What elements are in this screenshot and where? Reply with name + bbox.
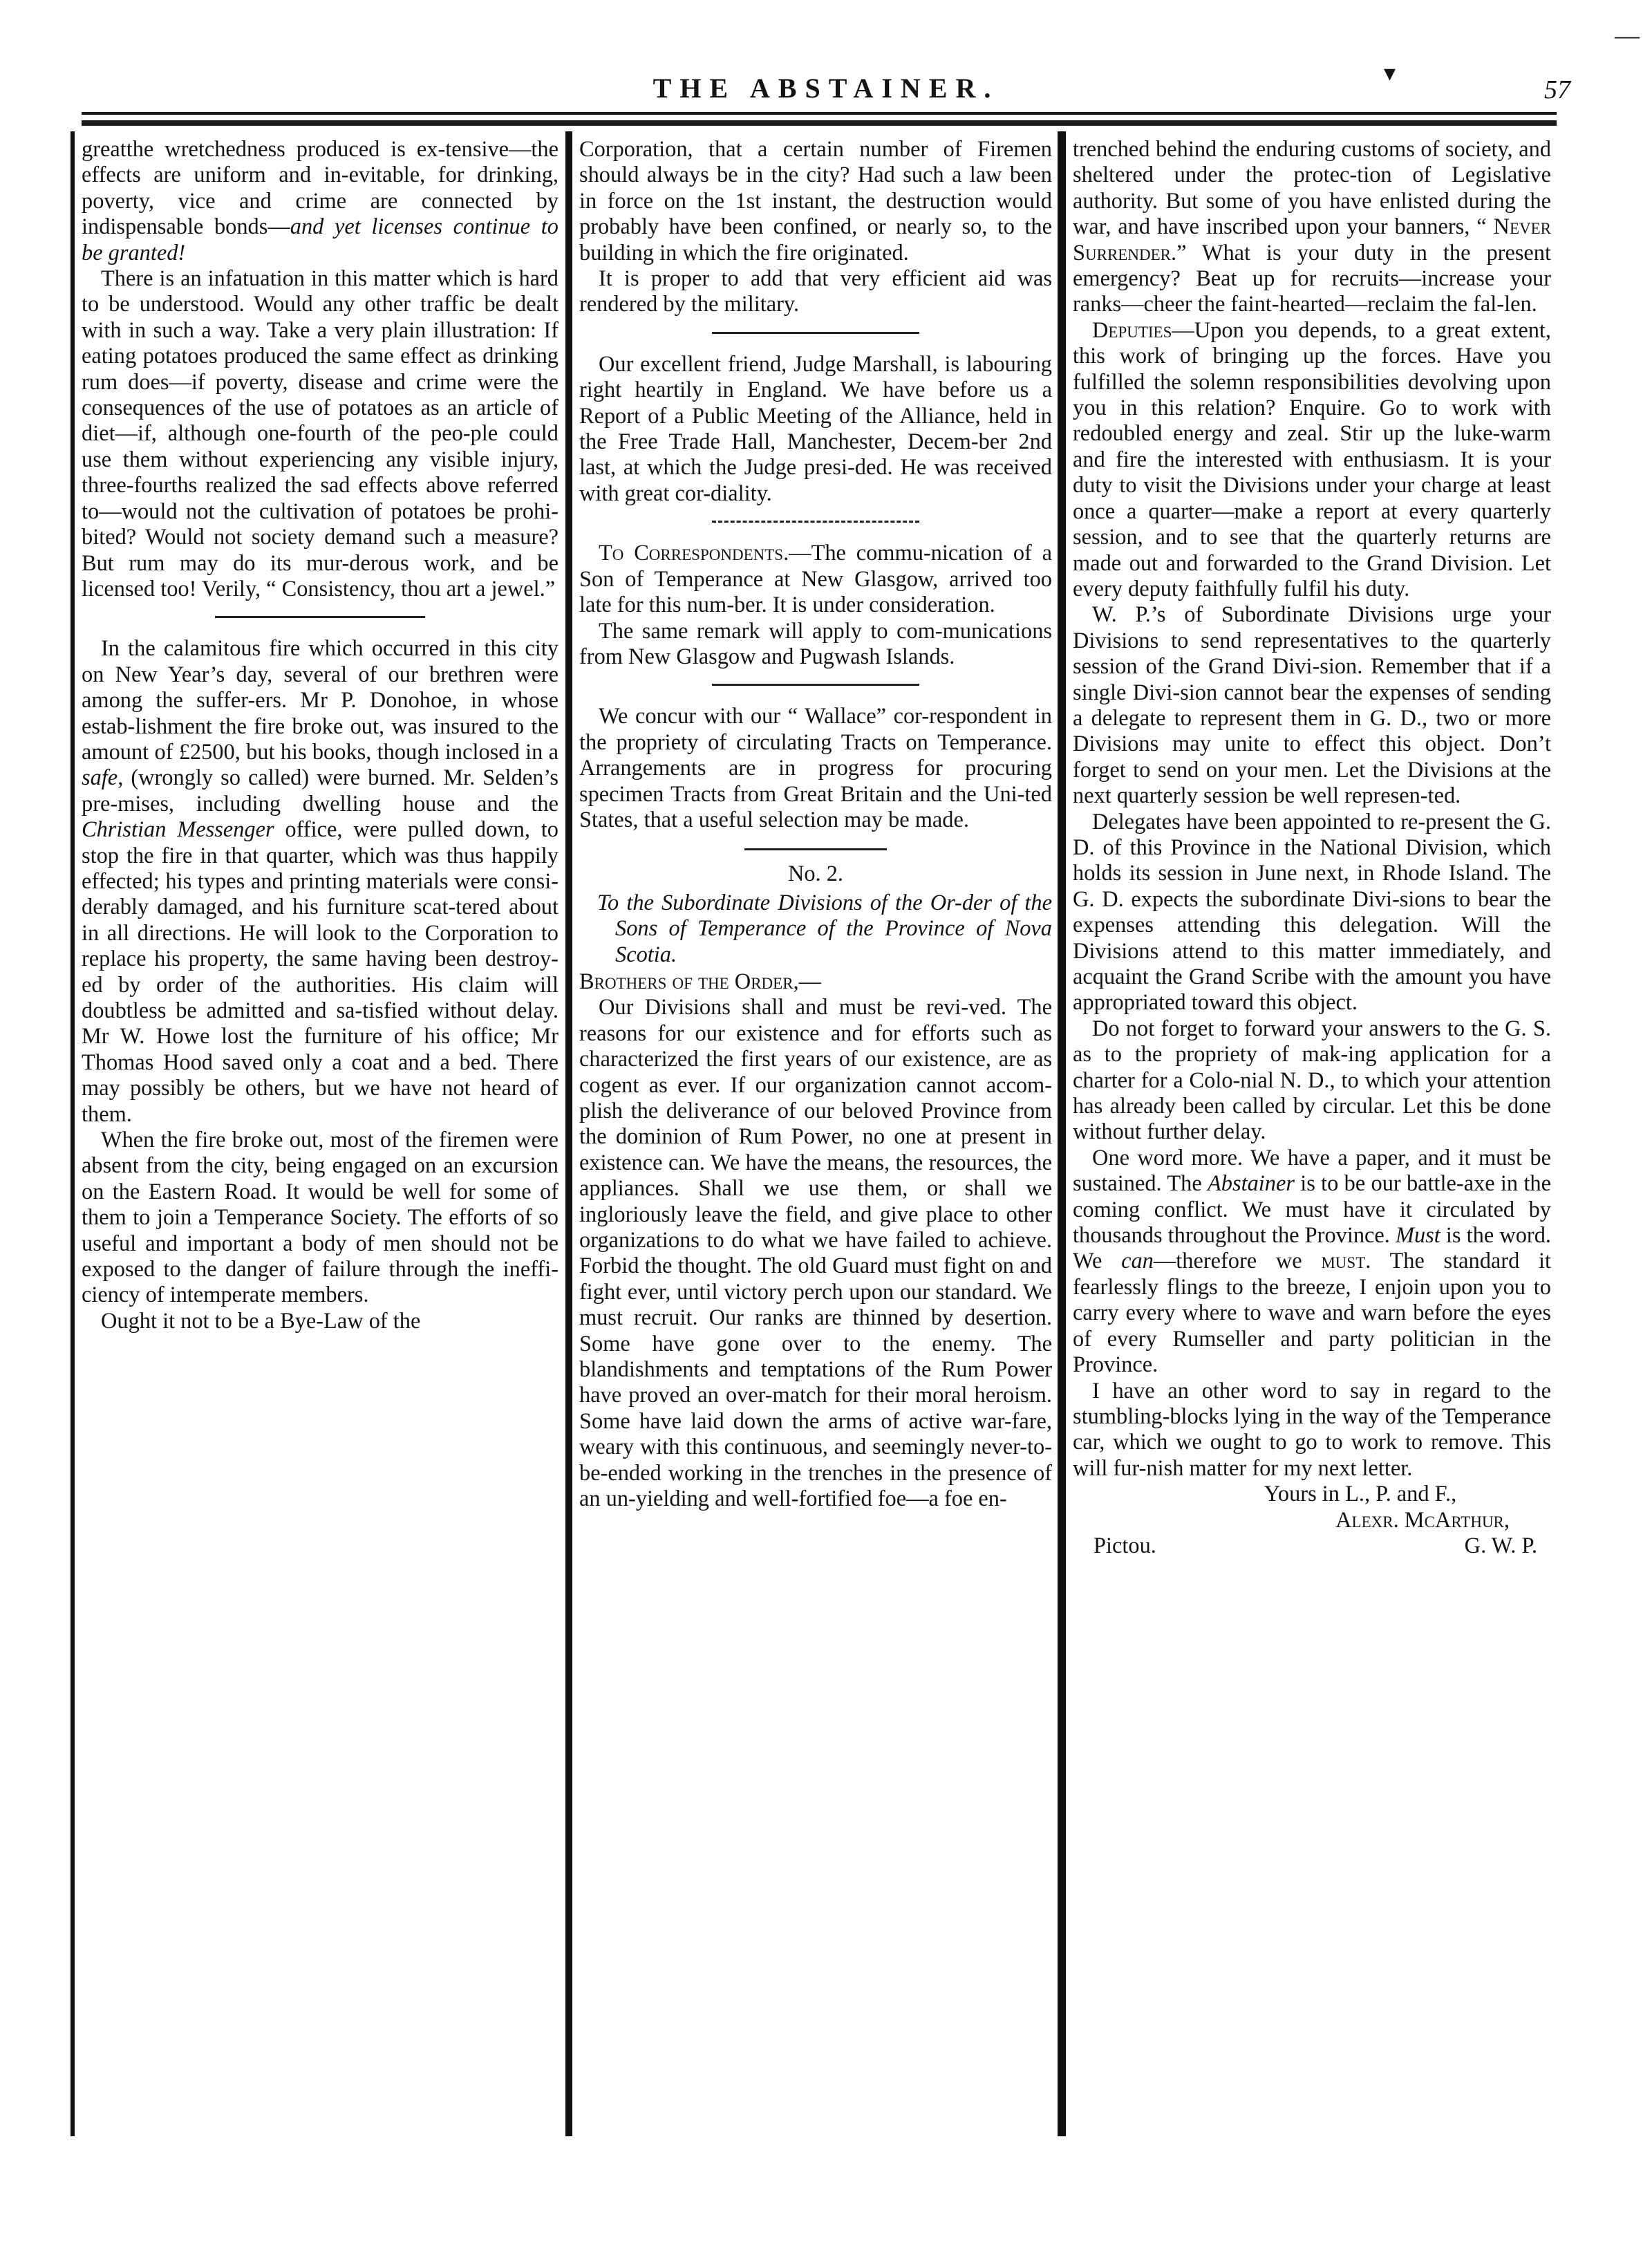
col2-paragraph-tracts: We concur with our “ Wallace” cor-respondent in the propriety of circulating Tracts on Temperance. Arrangements are in progress for procuring specimen Tracts from Great Britain and the Uni-ted States, that a useful selection may be made. [579,704,1052,832]
col1-paragraph-2: There is an infatuation in this matter which is hard to be understood. Would any other traffic be dealt with in such a way. Take a very plain illustration: If eating potatoes produced the same effect as drinking rum does—if poverty, disease and crime were the consequences of the use of potatoes as an article of diet—if, although one-fourth of the peo-ple could use them without experiencing any visible injury, three-fourths realized the sad effects above referred to—would not the cultivation of potatoes be prohi-bited? Would not society demand such a measure? But rum may do its mur-derous work, and be licensed too! Verily, “ Consistency, thou art a jewel.” [82,266,559,601]
signature-row [1073,1533,1551,1559]
corner-mark: — [1615,21,1640,49]
col1-paragraph-fire: In the calamitous fire which occurred in this city on New Year’s day, several of our brethren were among the suffer-ers. Mr P. Donohoe, in whose estab-lishment the fire broke out, was insured to the amount of £2500, but his books, though inclosed in a safe, (wrongly so called) were burned. Mr. Selden’s pre-mises, including dwelling house and the Christian Messenger office, were pulled down, to stop the fire in that quarter, which was thus happily effected; his types and printing materials were consi-derably damaged, and his furniture scat-tered about in all directions. He will look to the Corporation to replace his property, the same having been destroy-ed by order of the authorities. His claim will doubtless be admitted and sa-tisfied without delay. Mr W. Howe lost the furniture of his office; Mr Thomas Hood saved only a coat and a bed. There may possibly be others, but we have not heard of them. [82,636,559,1127]
col3-paragraph-1: trenched behind the enduring customs of society, and sheltered under the protec-tion of Legislative authority. But some of you have enlisted during the war, and have inscribed upon your banners, “ Never Surrender.” What is your duty in the present emergency? Beat up for recruits—increase your ranks—cheer the faint-hearted—reclaim the fal-len. [1073,137,1551,317]
page-number: 57 [1544,75,1570,104]
col1-paragraph-1: greatthe wretchedness produced is ex-tensive—the effects are uniform and in-evitable, for drinking, poverty, vice and crime are connected by indispensable bonds—and yet licenses continue to be granted! [82,137,559,265]
letter-signer: Alexr. McArthur, [1335,1507,1510,1533]
col1-paragraph-firemen: When the fire broke out, most of the firemen were absent from the city, being engaged on an excursion on the Eastern Road. It would be well for some of them to join a Temperance Society. The efforts of so useful and important a body of men should not be exposed to the danger of failure through the ineffi-ciency of intemperate members. [82,1128,559,1308]
header-rule-thick [82,120,1557,126]
col3-paragraph-paper: One word more. We have a paper, and it must be sustained. The Abstainer is to be our battle-axe in the coming conflict. We must have it circulated by thousands throughout the Province. Must is the word. We can—therefore we must. The standard it fearlessly flings to the breeze, I enjoin upon you to carry every where to wave and warn before the eyes of every Rumseller and party politician in the Province. [1073,1145,1552,1378]
col2-paragraph-military: It is proper to add that very efficient aid was rendered by the military. [579,266,1052,317]
col2-paragraph-correspondents: To Correspondents.—The commu-nication of a Son of Temperance at New Glasgow, arrived too late for this num-ber. It is under consideration. [579,541,1052,618]
col3-paragraph-answers: Do not forget to forward your answers to the G. S. as to the propriety of mak-ing application for a charter for a Colo-nial N. D., to which your attention has already been called by circular. Let this be done without further delay. [1073,1016,1551,1145]
section-rule [215,616,425,618]
column-divider-1 [565,131,572,2136]
left-margin-rule [71,131,75,2136]
section-rule [712,684,920,686]
letter-number: No. 2. [787,861,844,887]
running-head-title: THE ABSTAINER. [653,73,999,104]
col2-paragraph-remark: The same remark will apply to com-munications from New Glasgow and Pugwash Islands. [579,618,1052,669]
column-2 [579,137,1052,1513]
letter-closing: Yours in L., P. and F., [1264,1482,1457,1507]
col3-paragraph-wps: W. P.’s of Subordinate Divisions urge your Divisions to send representatives to the quarterly session of the Grand Divi-sion. Remember that if a single Divi-sion cannot bear the expenses of sending a delegate to represent them in G. D., two or more Divisions may unite to effect this object. Don’t forget to send on your men. Let the Divisions at the next quarterly session be well represen-ted. [1073,602,1551,809]
letter-signer-title: G. W. P. [1464,1533,1537,1558]
letter-place: Pictou. [1093,1533,1156,1558]
column-divider-2 [1058,131,1066,2136]
section-rule-dashed [712,521,920,523]
col3-paragraph-deputies: Deputies—Upon you depends, to a great extent, this work of bringing up the forces. Have you fulfilled the solemn responsibilities devolving upon you in this relation? Enquire. Go to work with redoubled energy and zeal. Stir up the luke-warm and fire the interested with enthusiasm. It is your duty to visit the Divisions under your charge at least once a quarter—make a report at every quarterly session, and to see that the quarterly returns are made out and forwarded to the Grand Division. Let every deputy faithfully fulfil his duty. [1073,317,1551,601]
col2-paragraph-letter: Our Divisions shall and must be revi-ved. The reasons for our existence and for efforts such as characterized the first years of our existence, are as cogent as ever. If our organization cannot accom-plish the deliverance of our beloved Province from the dominion of Rum Power, no one at present in existence can. We have the means, the resources, the appliances. Shall we use them, or shall we ingloriously leave the field, and give place to other organizations to do what we have failed to achieve. Forbid the thought. The old Guard must fight on and fight ever, until victory perch upon our standard. We must recruit. Our ranks are thinned by desertion. Some have gone over to the enemy. The blandishments and temptations of the Rum Power have proved an over-match for their moral heroism. Some have laid down the arms of active war-fare, weary with this continuous, and seemingly never-to-be-ended working in the trenches in the presence of an un-yielding and well-fortified foe—a foe en- [579,995,1052,1512]
header-rule-thin [82,112,1557,115]
col2-paragraph-corporation: Corporation, that a certain number of Firemen should always be in the city? Had such a law been in force on the 1st instant, the destruction would probably have been confined, or nearly so, to the building in which the fire originated. [579,137,1052,265]
col1-paragraph-bylaw: Ought it not to be a Bye-Law of the [101,1308,421,1334]
running-head-mark: ▾ [1384,61,1396,86]
letter-address: To the Subordinate Divisions of the Or-der of the Sons of Temperance of the Province of Nova Scotia. [597,890,1052,967]
column-1 [82,137,559,1334]
letter-salutation: Brothers of the Order,— [579,969,822,994]
section-rule [712,332,920,334]
column-3 [1073,137,1551,1559]
col3-paragraph-other-word: I have an other word to say in regard to the stumbling-blocks lying in the way of the Temperance car, which we ought to go to work to remove. This will fur-nish matter for my next letter. [1073,1378,1551,1481]
section-rule [744,848,886,850]
col2-paragraph-judge: Our excellent friend, Judge Marshall, is labouring right heartily in England. We have before us a Report of a Public Meeting of the Alliance, held in the Free Trade Hall, Manchester, Decem-ber 2nd last, at which the Judge presi-ded. He was received with great cor-diality. [579,351,1052,506]
col3-paragraph-delegates: Delegates have been appointed to re-present the G. D. of this Province in the National Division, which holds its session in June next, in Rhode Island. The G. D. expects the subordinate Divi-sions to bear the expenses attending this delegation. Will the Divisions attend to this matter immediately, and acquaint the Grand Scribe with the amount you have appropriated toward this object. [1073,809,1551,1016]
